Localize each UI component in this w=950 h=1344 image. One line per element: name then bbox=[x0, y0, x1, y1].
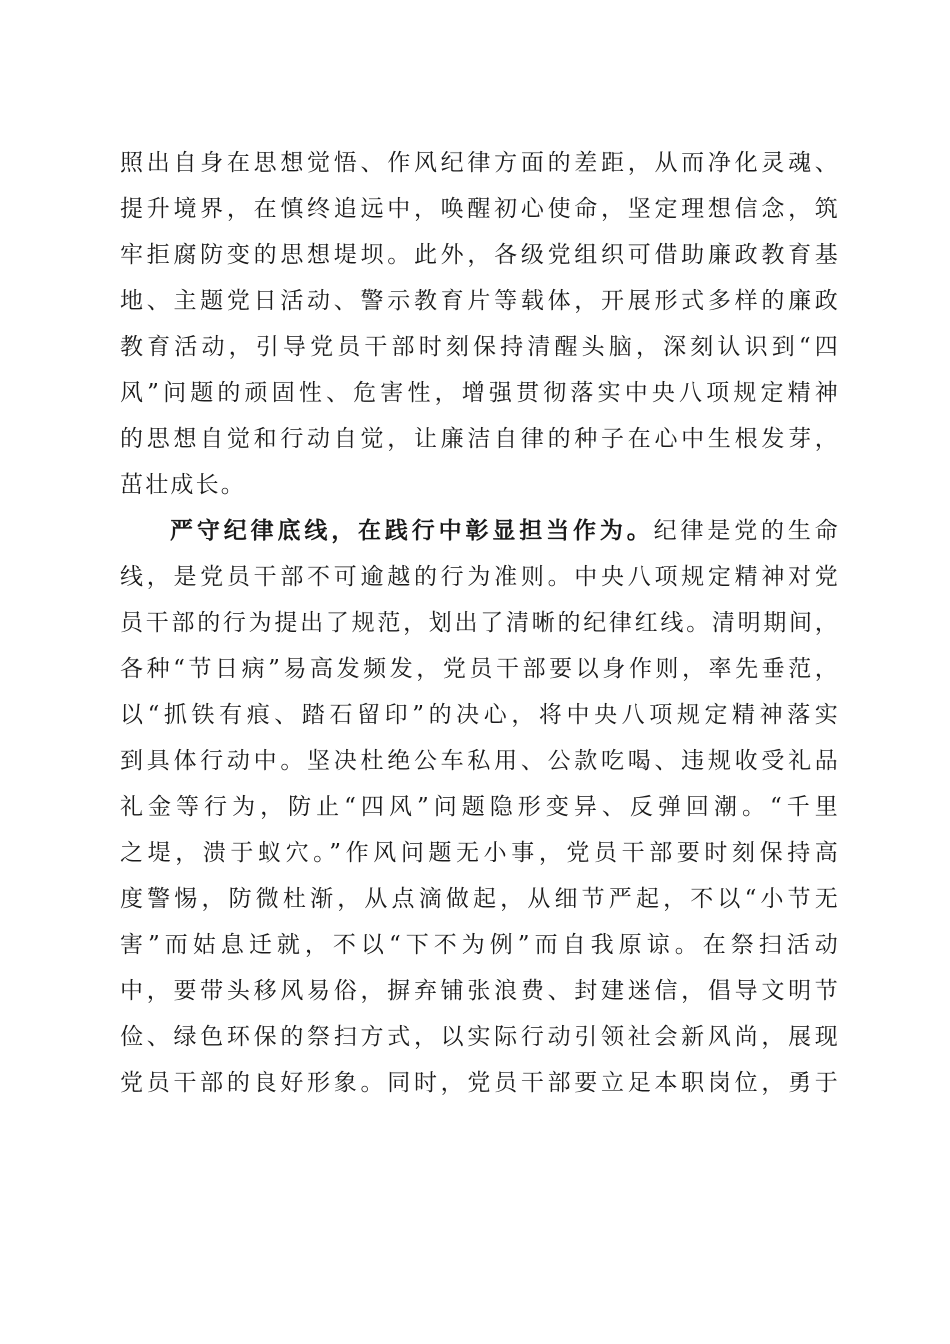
paragraph-line: 之堤，溃于蚁穴。”作风问题无小事，党员干部要时刻保持高 bbox=[120, 840, 840, 866]
paragraph-line: 员干部的行为提出了规范，划出了清晰的纪律红线。清明期间， bbox=[120, 610, 840, 636]
paragraph-first-line bbox=[120, 508, 840, 554]
paragraph-line: 到具体行动中。坚决杜绝公车私用、公款吃喝、违规收受礼品 bbox=[120, 748, 840, 774]
paragraph-line: 俭、绿色环保的祭扫方式，以实际行动引领社会新风尚，展现 bbox=[120, 1024, 840, 1050]
paragraph-2 bbox=[120, 508, 840, 1106]
paragraph-line-rest: 纪律是党的生命 bbox=[653, 518, 840, 544]
paragraph-line: 线，是党员干部不可逾越的行为准则。中央八项规定精神对党 bbox=[120, 564, 840, 590]
paragraph-line: 的思想自觉和行动自觉，让廉洁自律的种子在心中生根发芽， bbox=[120, 426, 840, 452]
paragraph-line: 中，要带头移风易俗，摒弃铺张浪费、封建迷信，倡导文明节 bbox=[120, 978, 840, 1004]
body-text bbox=[120, 140, 840, 1106]
paragraph-line: 各种“节日病”易高发频发，党员干部要以身作则，率先垂范， bbox=[120, 656, 840, 682]
paragraph-line: 以“抓铁有痕、踏石留印”的决心，将中央八项规定精神落实 bbox=[120, 702, 840, 728]
paragraph-heading: 严守纪律底线，在践行中彰显担当作为。 bbox=[170, 518, 654, 544]
paragraph-line: 地、主题党日活动、警示教育片等载体，开展形式多样的廉政 bbox=[120, 288, 840, 314]
paragraph-line: 礼金等行为，防止“四风”问题隐形变异、反弹回潮。“千里 bbox=[120, 794, 840, 820]
paragraph-line: 党员干部的良好形象。同时，党员干部要立足本职岗位，勇于 bbox=[120, 1070, 840, 1096]
paragraph-line: 牢拒腐防变的思想堤坝。此外，各级党组织可借助廉政教育基 bbox=[120, 242, 840, 268]
paragraph-line: 风”问题的顽固性、危害性，增强贯彻落实中央八项规定精神 bbox=[120, 380, 840, 406]
paragraph-line: 教育活动，引导党员干部时刻保持清醒头脑，深刻认识到“四 bbox=[120, 334, 840, 360]
paragraph-1 bbox=[120, 140, 840, 508]
paragraph-line: 度警惕，防微杜渐，从点滴做起，从细节严起，不以“小节无 bbox=[120, 886, 840, 912]
paragraph-line: 照出自身在思想觉悟、作风纪律方面的差距，从而净化灵魂、 bbox=[120, 150, 840, 176]
paragraph-line: 害”而姑息迁就，不以“下不为例”而自我原谅。在祭扫活动 bbox=[120, 932, 840, 958]
paragraph-line: 提升境界，在慎终追远中，唤醒初心使命，坚定理想信念，筑 bbox=[120, 196, 840, 222]
paragraph-line: 茁壮成长。 bbox=[120, 472, 246, 498]
